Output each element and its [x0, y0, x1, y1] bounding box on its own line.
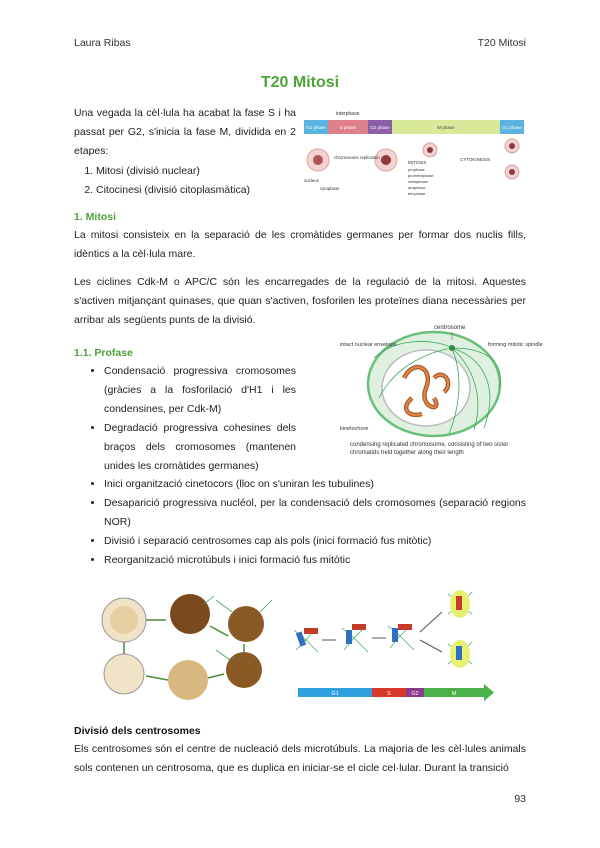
centrosome-drawings — [292, 584, 498, 714]
cycle-bar-label: G1 — [331, 691, 339, 697]
page-title: T20 Mitosi — [260, 74, 340, 91]
cycle-bar-label: S — [387, 691, 391, 697]
cycle-bar-label: G2 — [411, 691, 419, 697]
phase-label: G1 phase — [502, 125, 522, 130]
figure-label: anaphase — [408, 185, 426, 190]
figure-label: telophase — [408, 191, 426, 196]
step-item: 1. Mitosi (divisió nuclear) — [96, 162, 296, 181]
paragraph: Les ciclines Cdk-M o APC/C són les encarregades de la regulació de la mitosi. Aquestes s'activen mitjançant quinases, que quan s'activen, fosforilen les proteïnes diana necessàries per arribar als següents punts de la divisió. — [74, 276, 526, 326]
section-heading: 1. Mitosi — [74, 211, 117, 223]
list-item: • Reorganització microtúbuls i inici formació fus mitòtic — [104, 551, 526, 570]
list-item: • Degradació progressiva cohesines dels braços dels cromosomes (mantenen unides les cromàtides germanes) — [104, 419, 296, 476]
list-item: • Divisió i separació centrosomes cap als pols (inici formació fus mitòtic) — [104, 532, 526, 551]
figure-label: centrosome — [434, 325, 466, 331]
subheading: Divisió dels centrosomes — [74, 725, 201, 737]
mitosis-drawings — [96, 590, 276, 706]
paragraph: La mitosi consisteix en la separació de les cromàtides germanes per formar dos nuclis fills, idèntics a la cèl·lula mare. — [74, 229, 526, 260]
section1-body — [74, 226, 526, 330]
header-author: Laura Ribas — [74, 37, 131, 49]
intro-text: Una vegada la cèl·lula ha acabat la fase S i ha passat per G2, s'inicia la fase M, dividida en 2 etapes: — [74, 107, 296, 157]
header-topic: T20 Mitosi — [477, 37, 526, 49]
phase-steps — [74, 162, 296, 200]
prophase-caption: condensing replicated chromosome, consisting of two sister chromatids held together along their length — [350, 442, 509, 456]
phase-label: S phase — [339, 125, 357, 130]
cycle-bar-label: M — [451, 691, 457, 697]
figure-label: metaphase — [408, 179, 428, 184]
prophase-list-wide — [74, 475, 526, 570]
step-item: 2. Citocinesi (divisió citoplasmàtica) — [96, 181, 296, 200]
phase-label: M phase — [437, 125, 455, 130]
figure-label: nucleus — [304, 178, 319, 183]
figure-label: kinetochore — [340, 426, 369, 432]
section-heading: 1.1. Profase — [74, 347, 133, 359]
prophase-list-narrow — [74, 362, 296, 476]
figure-label: CYTOKINESIS — [460, 157, 491, 162]
paragraph: Els centrosomes són el centre de nucleació dels microtúbuls. La majoria de les cèl·lules animals sols contenen un centrosoma, que es duplica en iniciar-se el cicle cel·lular. Durant la transició — [74, 743, 526, 774]
list-item: • Desaparició progressiva nucléol, per la condensació dels cromosomes (separació regions NOR) — [104, 494, 526, 532]
centrosome-body — [74, 740, 526, 778]
figure-label: forming mitotic spindle — [488, 342, 543, 348]
phase-label: G1 phase — [306, 125, 326, 130]
figure-label: intact nuclear envelope — [340, 342, 397, 348]
figure-label: prometaphase — [408, 173, 434, 178]
intro — [74, 104, 296, 200]
interphase-label: interphase — [336, 111, 360, 117]
page-number: 93 — [514, 793, 526, 805]
figure-label: cytoplasm — [320, 186, 340, 191]
list-item: • Inici organització cinetocors (lloc on s'uniran les tubulines) — [104, 475, 526, 494]
figure-label: prophase — [408, 167, 425, 172]
figure-label: chromosome replication — [334, 155, 380, 160]
figure-label: MITOSIS — [408, 160, 427, 165]
list-item: • Condensació progressiva cromosomes (gràcies a la fosforilació d'H1 i les condensines, per Cdk-M) — [104, 362, 296, 419]
cell-cycle-figure — [302, 106, 526, 202]
phase-label: G2 phase — [370, 125, 390, 130]
